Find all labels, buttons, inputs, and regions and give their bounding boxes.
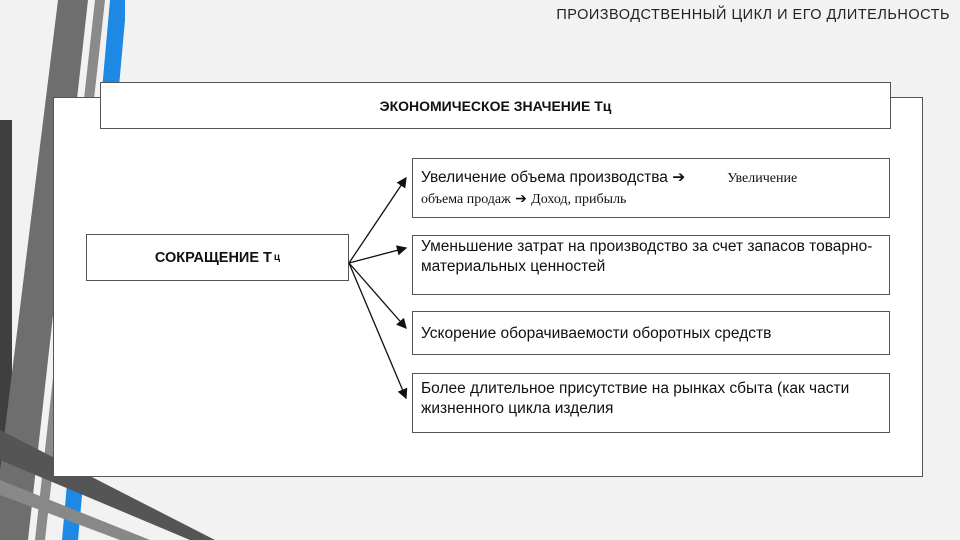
arrow-right-icon: ➔: [515, 192, 527, 207]
header-box: ЭКОНОМИЧЕСКОЕ ЗНАЧЕНИЕ Тц: [100, 82, 891, 129]
arrow-right-icon: ➔: [672, 169, 686, 186]
effect-box-costs: Уменьшение затрат на производство за счет запасов товарно-материальных ценностей: [412, 235, 890, 295]
slide-title: ПРОИЗВОДСТВЕННЫЙ ЦИКЛ И ЕГО ДЛИТЕЛЬНОСТЬ: [556, 7, 950, 23]
effect-box-sales: [412, 158, 890, 218]
source-subscript: ц: [273, 252, 281, 263]
effect-1-part-4: Доход, прибыль: [531, 192, 627, 207]
effect-box-market: Более длительное присутствие на рынках сбыта (как части жизненного цикла изделия: [412, 373, 890, 433]
effect-1-part-1: Увеличение объема производства: [421, 169, 668, 186]
effect-1-part-3: объема продаж: [421, 192, 511, 207]
effect-1-part-2: Увеличение: [727, 171, 798, 186]
source-label: СОКРАЩЕНИЕ Т: [154, 249, 272, 266]
source-box: [86, 234, 349, 281]
effect-box-turnover: Ускорение оборачиваемости оборотных средств: [412, 311, 890, 355]
